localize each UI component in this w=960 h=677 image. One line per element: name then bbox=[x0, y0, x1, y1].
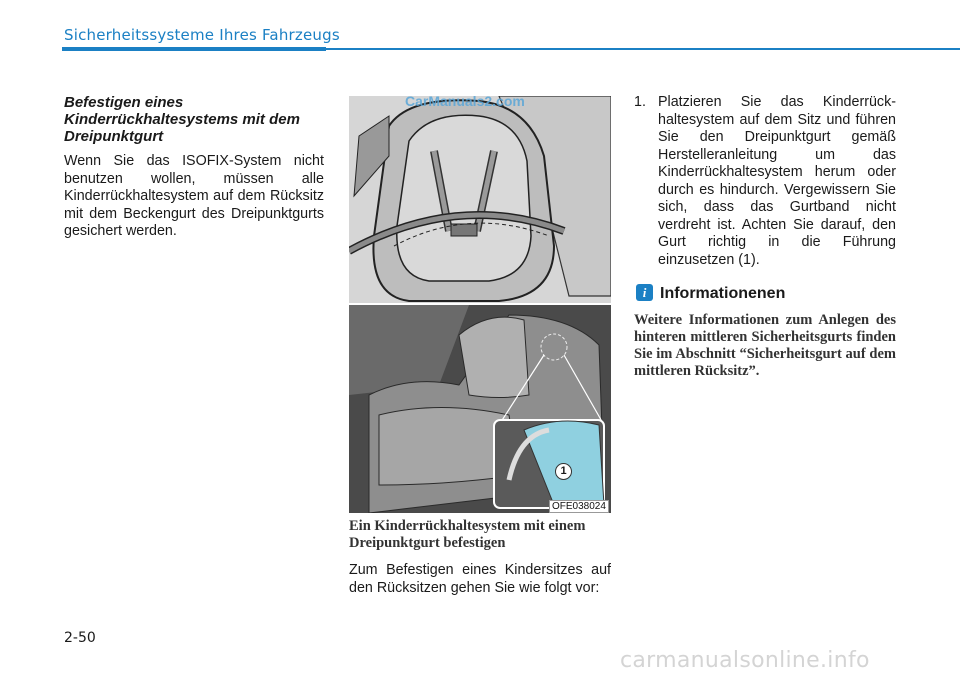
info-title: Informationenen bbox=[660, 285, 786, 302]
step-number: 1. bbox=[634, 94, 646, 110]
middle-paragraph bbox=[349, 562, 611, 597]
rear-seat-photo bbox=[349, 305, 611, 513]
header-rule-thick bbox=[62, 47, 326, 51]
child-seat-drawing bbox=[349, 96, 611, 303]
subsection-heading: Befestigen eines Kinderrückhaltesystems mit dem Dreipunktgurt bbox=[64, 94, 300, 145]
child-seat-illustration bbox=[349, 96, 611, 303]
rear-seat-drawing bbox=[349, 305, 611, 513]
step-1 bbox=[634, 94, 896, 269]
figure-code: OFE038024 bbox=[549, 500, 609, 513]
info-text: Weitere Informationen zum Anlegen des hinteren mittleren Sicherheitsgurts finden Sie im Abschnitt “Sicherheitsgurt auf dem mittleren Rücksitz”. bbox=[634, 312, 896, 379]
section-title: Sicherheitssysteme Ihres Fahrzeugs bbox=[64, 26, 340, 44]
header-rule-thin bbox=[326, 48, 960, 50]
callout-marker-1: 1 bbox=[555, 463, 572, 480]
right-column bbox=[634, 94, 896, 269]
step-text: Platzieren Sie das Kinderrückhaltesystem auf dem Sitz und führen Sie den Dreipunktgurt gemäß Herstelleranleitung um das Kinderrückhaltesystem herum oder durch es hindurch. Vergewissern Sie sich, dass das Gurtband nicht verdreht ist. Achten Sie darauf, den Gurt richtig in die Führung einzusetzen (1). bbox=[658, 94, 896, 268]
info-icon: i bbox=[636, 284, 653, 301]
left-column bbox=[64, 94, 324, 241]
watermark-text: CarManuals2.com bbox=[405, 93, 525, 109]
footer-watermark: carmanualsonline.info bbox=[620, 648, 870, 673]
info-header bbox=[634, 284, 896, 304]
figure-caption: Ein Kinderrückhaltesystem mit einem Dreipunktgurt befestigen bbox=[349, 518, 586, 551]
intro-paragraph: Wenn Sie das ISOFIX-System nicht benutzen wollen, müssen alle Kinderrückhaltesystem auf dem Rücksitz mit dem Beckengurt des Dreipunktgurts gesichert werden. bbox=[64, 153, 324, 239]
page-number: 2-50 bbox=[64, 630, 96, 646]
procedure-intro: Zum Befestigen eines Kindersitzes auf den Rücksitzen gehen Sie wie folgt vor: bbox=[349, 562, 611, 596]
